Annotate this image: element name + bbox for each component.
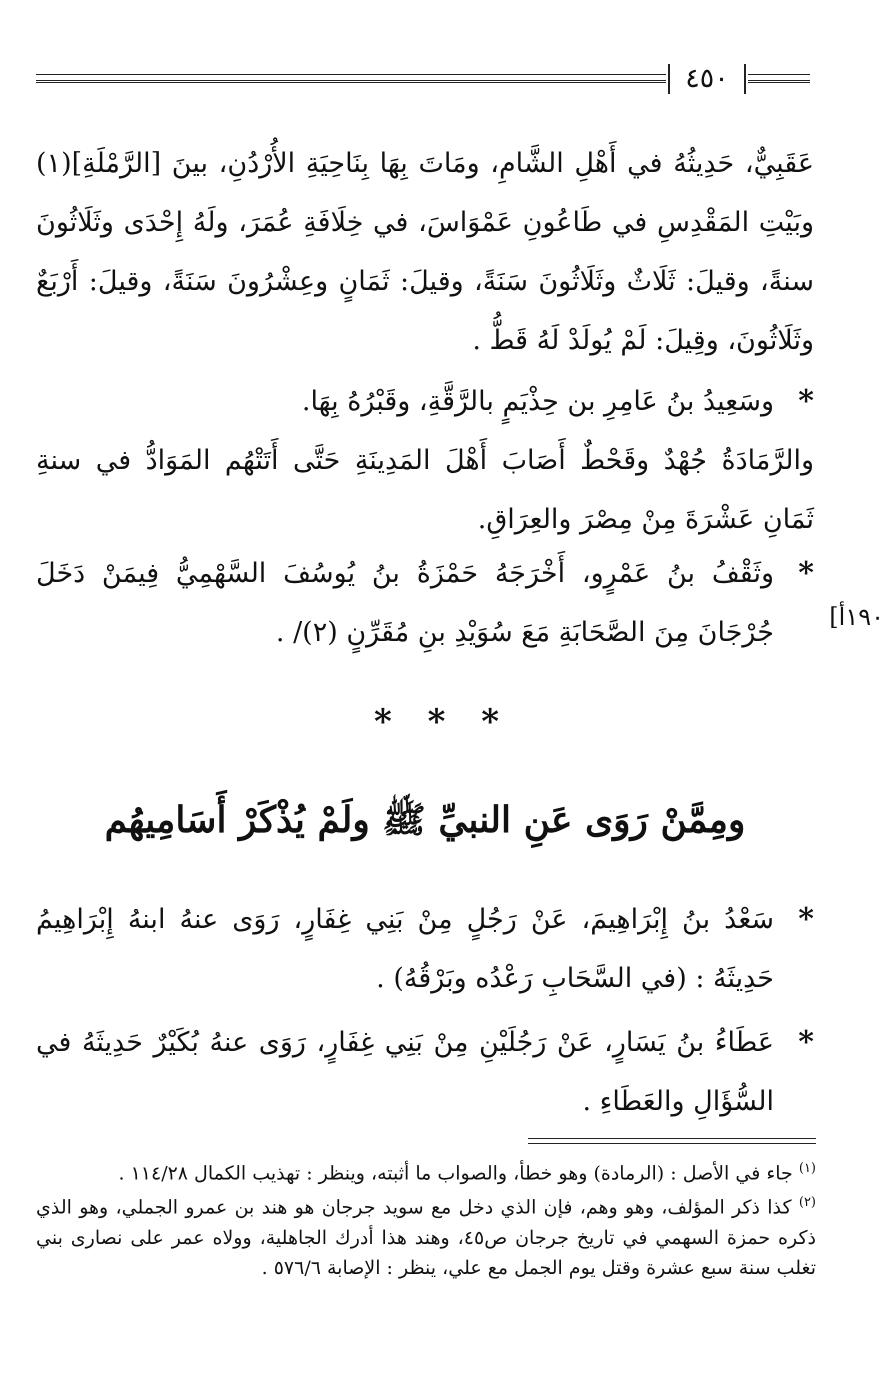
footnote-rule xyxy=(528,1143,816,1144)
bullet-star: * xyxy=(798,1025,814,1060)
bullet-star: * xyxy=(798,384,814,419)
header-rule-right xyxy=(748,74,810,75)
list-item-text: وثَقْفُ بنُ عَمْرٍو، أَخْرَجَهُ حَمْزَةُ بنُ يُوسُفَ السَّهْمِيُّ فِيمَنْ دَخَلَ جُرْجَانَ مِنَ الصَّحَابَةِ مَعَ سُوَيْدِ بنِ مُقَرِّنٍ (٢)/ . xyxy=(36,558,774,648)
footnotes xyxy=(36,1154,816,1283)
header-rule-right-double xyxy=(748,80,810,83)
header-rule-left-double xyxy=(36,80,666,83)
footnote-rule xyxy=(528,1138,816,1139)
bullet-star: * xyxy=(798,556,814,591)
footnote xyxy=(36,1154,816,1188)
footnote-marker: (١) xyxy=(798,1161,816,1176)
bullet-star: * xyxy=(798,902,814,937)
footnote-marker: (٢) xyxy=(798,1195,816,1211)
body-paragraph: عَقَبِيٌّ، حَدِيثُهُ في أَهْلِ الشَّامِ، ومَاتَ بِهَا بِنَاحِيَةِ الأُرْدُنِ، بينَ [الرَّمْلَةِ](١) وبَيْتِ المَقْدِسِ في طَاعُونِ عَمْوَاسَ، في خِلَافَةِ عُمَرَ، ولَهُ إِحْدَى وثَلَاثُونَ سنةً، وقيلَ: ثَلَاثٌ وثَلَاثُونَ سَنَةً، وقيلَ: ثَمَانٍ وعِشْرُونَ سَنَةً، وقيلَ: أَرْبَعٌ وثَلَاثُونَ، وقِيلَ: لَمْ يُولَدْ لَهُ قَطُّ . xyxy=(36,148,815,356)
list-item-text: وسَعِيدُ بنُ عَامِرِ بن حِذْيَمٍ بالرَّقَّةِ، وقَبْرُهُ بِهَا. xyxy=(301,386,774,417)
header-rule-left xyxy=(36,74,666,75)
margin-folio-note: ١٩٠أ] xyxy=(829,603,884,631)
header-divider xyxy=(744,64,746,94)
list-item xyxy=(36,890,814,1008)
list-item-text: عَطَاءُ بنُ يَسَارٍ، عَنْ رَجُلَيْنِ مِنْ بَنِي غِفَارٍ، رَوَى عنهُ بُكَيْرٌ حَدِيثَهُ في السُّؤَالِ والعَطَاءِ . xyxy=(36,1027,774,1117)
section-title: ومِمَّنْ رَوَى عَنِ النبيِّ ﷺ ولَمْ يُذْكَرْ أَسَامِيهُم xyxy=(104,799,746,841)
list-item-text: سَعْدُ بنُ إِبْرَاهِيمَ، عَنْ رَجُلٍ مِنْ بَنِي غِفَارٍ، رَوَى عنهُ ابنهُ إِبْرَاهِيمُ حَدِيثَهُ : (في السَّحَابِ رَعْدُه وبَرْقُهُ) . xyxy=(36,904,774,994)
footnote-text: كذا ذكر المؤلف، وهو وهم، فإن الذي دخل مع سويد جرجان هو هند بن عمرو الجملي، وهو الذي ذكره حمزة السهمي في تاريخ جرجان ص٤٥، وهند هذا أدرك الجاهلية، وولاه عمر على نصارى بني تغلب سنة سبع عشرة وقتل يوم الجمل مع علي، ينظر : الإصابة ٥٧٦/٦ . xyxy=(36,1196,816,1279)
list-item xyxy=(36,1013,814,1131)
list-item xyxy=(36,544,814,662)
footnote-text: جاء في الأصل : (الرمادة) وهو خطأ، والصواب ما أثبته، وينظر : تهذيب الكمال ١١٤/٢٨ . xyxy=(118,1162,793,1185)
body-paragraph: والرَّمَادَةُ جُهْدٌ وقَحْطٌ أَصَابَ أَهْلَ المَدِينَةِ حَتَّى أَتَتْهُم المَوَادُّ في سنةِ ثَمَانِ عَشْرَةَ مِنْ مِصْرَ والعِرَاقِ. xyxy=(36,445,814,535)
section-separator: * * * xyxy=(373,702,511,742)
footnote xyxy=(36,1188,816,1282)
header-divider xyxy=(668,64,670,94)
page-number: ٤٥٠ xyxy=(685,63,729,94)
list-item xyxy=(36,372,814,431)
